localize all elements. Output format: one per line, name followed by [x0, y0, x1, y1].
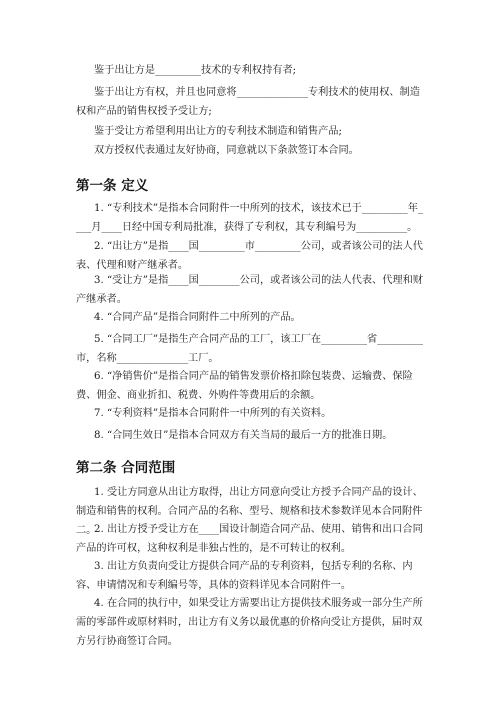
article-1-clause-3: 3. “受让方”是指____国________公司，或者该公司的法人代表、代理和财产继承者。	[76, 275, 423, 305]
article-2-clause-4: 4. 在合同的执行中，如果受让方需要出让方提供技术服务或一部分生产所需的零部件或原材料时，出让方有义务以最优惠的价格向受让方提供，届时双方另行协商签订合同。	[76, 598, 423, 647]
preamble-line-3: 鉴于受让方希望利用出让方的专利技术制造和销售产品;	[94, 126, 342, 137]
article-2-clause-1: 1. 受让方同意从出让方取得，出让方同意向受让方授予合同产品的设计、制造和销售的权利。合同产品的名称、型号、规格和技术参数详见本合同附件二。	[76, 487, 423, 536]
article-1-clause-4: 4. “合同产品”是指合同附件二中所列的产品。	[94, 312, 301, 323]
article-1-clause-7: 7. “专利资料”是指本合同附件一中所列的有关资料。	[94, 408, 332, 419]
article-1-clause-8: 8. “合同生效日”是指本合同双方有关当局的最后一方的批准日期。	[94, 430, 393, 441]
article-1-clause-2: 2. “出让方”是指____国_________市_________公司，或者该公司的法人代表、代理和财产继承者。	[76, 241, 423, 271]
preamble-line-1: 鉴于出让方是_________技术的专利权持有者;	[94, 65, 297, 76]
article-1-clause-1: 1. “专利技术”是指本合同附件一中所列的技术，该技术已于_________年____月____日经中国专利局批准，获得了专利权，其专利编号为__________。	[76, 203, 423, 233]
article-2-clause-3: 3. 出让方负责向受让方提供合同产品的专利资料，包括专利的名称、内容、申请情况和专利编号等，具体的资料详见本合同附件一。	[76, 561, 413, 591]
preamble-line-4: 双方授权代表通过友好协商，同意就以下条款签订本合同。	[94, 145, 359, 156]
article-2-clause-2: 2. 出让方授予受让方在____国设计制造合同产品、使用、销售和出口合同产品的许可权，这种权利是非独占性的，是不可转让的权利。	[76, 524, 423, 554]
article-2-heading: 第二条 合同范围	[76, 460, 176, 476]
article-1-heading: 第一条 定义	[76, 178, 149, 194]
article-1-clause-5: 5. “合同工厂”是指生产合同产品的工厂，该工厂在_________省_________市，名称______________工厂。	[76, 334, 423, 364]
preamble-line-2: 鉴于出让方有权，并且也同意将______________专利技术的使用权、制造权和产品的销售权授予受让方;	[76, 87, 420, 117]
article-1-clause-6: 6. “净销售价”是指合同产品的销售发票价格扣除包装费、运输费、保险费、佣金、商业折扣、税费、外购件等费用后的余额。	[76, 371, 413, 401]
